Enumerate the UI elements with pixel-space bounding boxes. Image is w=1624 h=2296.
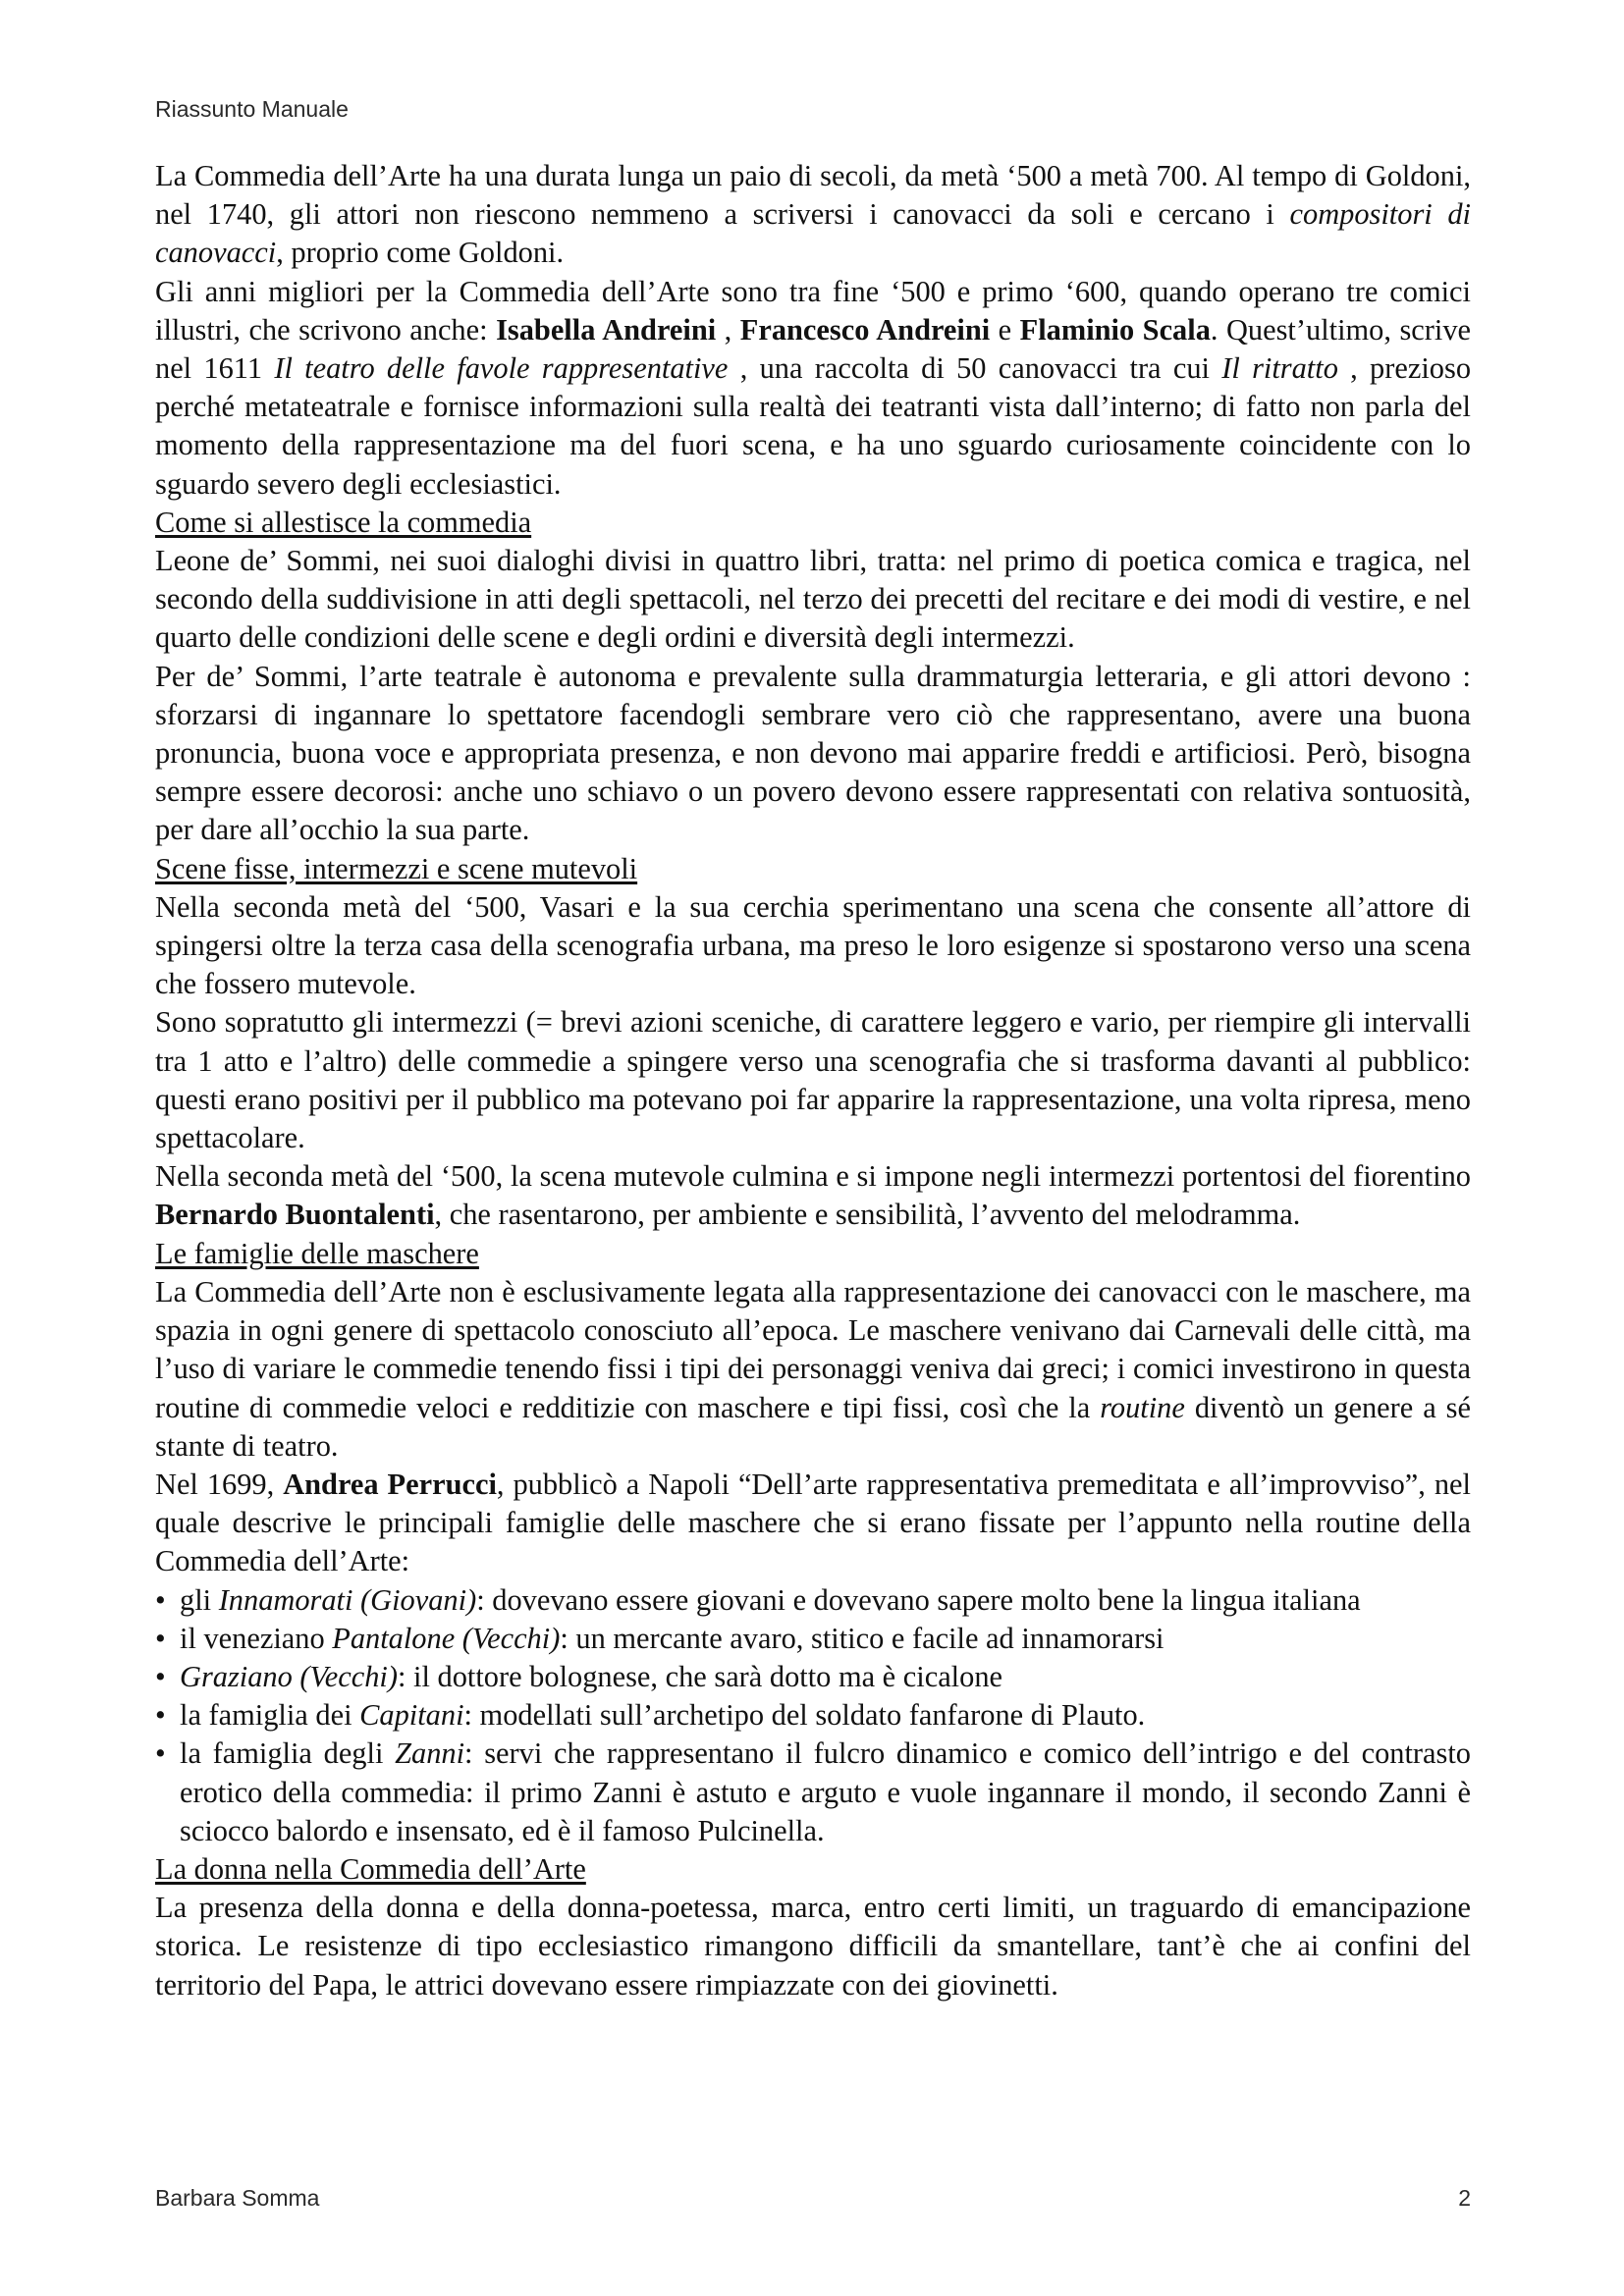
list-item: • Graziano (Vecchi): il dottore bolognese, che sarà dotto ma è cicalone [155,1658,1471,1696]
paragraph-maschere-2: Nel 1699, Andrea Perrucci, pubblicò a Napoli “Dell’arte rappresentativa premeditata e all’improvviso”, nel quale descrive le principali famiglie delle maschere che si erano fissate per l’appunto nella routine della Commedia dell’Arte: [155,1467,1471,1578]
bold-name: Francesco Andreini [739,312,991,347]
paragraph-scene-2: Sono sopratutto gli intermezzi (= brevi azioni sceniche, di carattere leggero e vario, per riempire gli intervalli tra 1 atto e l’altro) delle commedie a spingere verso una scenografia che si trasforma davanti al pubblico: questi erano positivi per il pubblico ma potevano poi far apparire la rappresentazione, una volta ripresa, meno spettacolare. [155,1005,1471,1155]
bold-name: Andrea Perrucci [283,1467,497,1501]
italic-title: Il ritratto [1221,351,1338,386]
section-heading-maschere: Le famiglie delle maschere [155,1236,479,1270]
italic-title: Il teatro delle favole rappresentative [274,351,729,386]
paragraph-allestimento-2: Per de’ Sommi, l’arte teatrale è autonoma e prevalente sulla drammaturgia letteraria, e gli attori devono : sforzarsi di ingannare lo spettatore facendogli sembrare vero ciò che rappresentano, avere una buona pronuncia, buona voce e appropriata presenza, e non devono mai apparire freddi e artificiosi. Però, bisogna sempre essere decorosi: anche uno schiavo o un povero devono essere rappresentati con relativa sontuosità, per dare all’occhio la sua parte. [155,659,1471,847]
section-heading-scene: Scene fisse, intermezzi e scene mutevoli [155,851,638,885]
footer-author: Barbara Somma [155,2185,320,2211]
paragraph-scene-3: Nella seconda metà del ‘500, la scena mutevole culmina e si impone negli intermezzi portentosi del fiorentino Bernardo Buontalenti, che rasentarono, per ambiente e sensibilità, l’avvento del melodramma. [155,1159,1471,1232]
page-body [155,157,1471,2004]
bold-name: Isabella Andreini [496,312,717,347]
paragraph-scene-1: Nella seconda metà del ‘500, Vasari e la sua cerchia sperimentano una scena che consente all’attore di spingersi oltre la terza casa della scenografia urbana, ma preso le loro esigenze si spostarono verso una scena che fossero mutevole. [155,889,1471,1001]
paragraph-intro-2: Gli anni migliori per la Commedia dell’Arte sono tra fine ‘500 e primo ‘600, quando operano tre comici illustri, che scrivono anche: Isabella Andreini , Francesco Andreini e Flaminio Scala. Quest’ultimo, scrive nel 1611 Il teatro delle favole rappresentative , una raccolta di 50 canovacci tra cui Il ritratto , prezioso perché metateatrale e fornisce informazioni sulla realtà dei teatranti vista dall’interno; di fatto non parla del momento della rappresentazione ma del fuori scena, e ha uno sguardo curiosamente coincidente con lo sguardo severo degli ecclesiastici. [155,274,1472,501]
list-item: • il veneziano Pantalone (Vecchi): un mercante avaro, stitico e facile ad innamorarsi [155,1620,1471,1658]
list-item: • gli Innamorati (Giovani): dovevano essere giovani e dovevano sapere molto bene la lingua italiana [155,1581,1471,1620]
masks-list [155,1581,1471,1850]
paragraph-maschere-1: La Commedia dell’Arte non è esclusivamente legata alla rappresentazione dei canovacci con le maschere, ma spazia in ogni genere di spettacolo conosciuto all’epoca. Le maschere venivano dai Carnevali delle città, ma l’uso di variare le commedie tenendo fissi i tipi dei personaggi veniva dai greci; i comici investirono in questa routine di commedie veloci e redditizie con maschere e tipi fissi, così che la routine diventò un genere a sé stante di teatro. [155,1274,1471,1463]
page-number: 2 [1458,2185,1471,2211]
list-item: • la famiglia degli Zanni: servi che rappresentano il fulcro dinamico e comico dell’intrigo e del contrasto erotico della commedia: il primo Zanni è astuto e arguto e vuole ingannare il mondo, il secondo Zanni è sciocco balordo e insensato, ed è il famoso Pulcinella. [155,1735,1471,1850]
bold-name: Bernardo Buontalenti [155,1198,435,1232]
italic-term: routine [1100,1390,1185,1424]
paragraph-intro-1: La Commedia dell’Arte ha una durata lunga un paio di secoli, da metà ‘500 a metà 700. Al tempo di Goldoni, nel 1740, gli attori non riescono nemmeno a scriversi i canovacci da soli e cercano i compositori di canovacci, proprio come Goldoni. [155,159,1471,270]
paragraph-donna-1: La presenza della donna e della donna-poetessa, marca, entro certi limiti, un traguardo di emancipazione storica. Le resistenze di tipo ecclesiastico rimangono difficili da smantellare, tant’è che ai confini del territorio del Papa, le attrici dovevano essere rimpiazzate con dei giovinetti. [155,1891,1471,2002]
italic-term: compositori di canovacci [155,197,1471,270]
section-heading-allestimento: Come si allestisce la commedia [155,505,532,539]
paragraph-allestimento-1: Leone de’ Sommi, nei suoi dialoghi divisi in quattro libri, tratta: nel primo di poetica comica e tragica, nel secondo della suddivisione in atti degli spettacoli, nel terzo dei precetti del recitare e dei modi di vestire, e nel quarto delle condizioni delle scene e degli ordini e diversità degli intermezzi. [155,544,1471,655]
running-header: Riassunto Manuale [155,96,349,122]
list-item: • la famiglia dei Capitani: modellati sull’archetipo del soldato fanfarone di Plauto. [155,1696,1471,1735]
section-heading-donna: La donna nella Commedia dell’Arte [155,1851,586,1886]
bold-name: Flaminio Scala [1019,312,1211,347]
